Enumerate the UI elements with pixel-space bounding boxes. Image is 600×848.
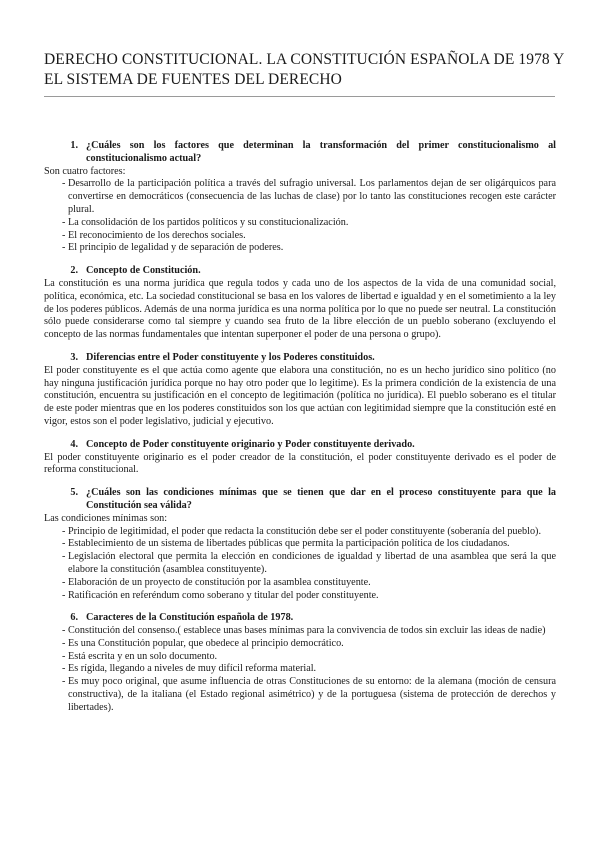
question-heading: [44, 612, 556, 625]
list-item: - El reconocimiento de los derechos sociales.: [62, 229, 246, 241]
list-item: - Principio de legitimidad, el poder que redacta la constitución debe ser el poder constituyente (soberanía del pueblo).: [62, 525, 541, 537]
list-item: - Desarrollo de la participación política a través del sufragio universal. Los parlamentos dejan de ser oligárquicos para convertirse en democráticos (consecuencia de las luchas de clase) por lo tanto las constituciones recogen este carácter plural.: [62, 178, 556, 215]
bullet-list: [44, 526, 556, 603]
section-4: [44, 439, 556, 477]
section-1: [44, 140, 556, 255]
list-item: - El principio de legalidad y de separación de poderes.: [62, 242, 284, 254]
question-text: ¿Cuáles son los factores que determinan la transformación del primer constitucionalismo al constitucionalismo actual?: [86, 140, 556, 164]
list-item: - Elaboración de un proyecto de constitución por la asamblea constituyente.: [62, 576, 371, 588]
document-body: [44, 140, 556, 725]
question-heading: [44, 487, 556, 513]
question-text: Concepto de Poder constituyente originario y Poder constituyente derivado.: [86, 438, 415, 450]
section-5: [44, 487, 556, 602]
question-heading: [44, 352, 556, 365]
bullet-list: [44, 625, 556, 715]
page-title: DERECHO CONSTITUCIONAL. LA CONSTITUCIÓN ESPAÑOLA DE 1978 Y EL SISTEMA DE FUENTES DEL DERECHO: [44, 51, 564, 88]
list-item: - Está escrita y en un solo documento.: [62, 650, 218, 662]
section-paragraph: La constitución es una norma jurídica que regula todos y cada uno de los aspectos de la vida de una comunidad social, política, económica, etc. La sociedad constitucional se basa en los valores de libertad e igualdad y en el sometimiento a la ley de los poderes públicos. Además de una norma jurídica es una norma política por lo que no puede ser neutral. La constitución sólo puede considerarse como tal siempre y cuando sea fruto de la libre elección de un pueblo soberano (excluyendo el concepto de las normas fundamentales que intentan superponer el poder de una persona o grupo).: [44, 277, 556, 341]
section-intro: Son cuatro factores:: [44, 165, 126, 177]
bullet-list: [44, 178, 556, 255]
list-item: - Constitución del consenso.( establece unas bases mínimas para la convivencia de todos sin excluir las ideas de nadie): [62, 625, 546, 637]
list-item: - Es muy poco original, que asume influencia de otras Constituciones de su entorno: de la alemana (moción de censura constructiva), de la italiana (el Estado regional asimétrico) y de la portuguesa (sistema de protección de derechos y libertades).: [62, 676, 556, 713]
question-number: 5.: [70, 487, 78, 499]
question-heading: [44, 265, 556, 278]
section-paragraph: El poder constituyente es el que actúa como agente que elabora una constitución, no es un hecho jurídico sino político (no hay ninguna justificación jurídica porque no hay otro poder que lo legitime). Es la primera condición de la existencia de una constitución, encuentra su justificación en el concepto de legitimación (política no jurídica). El pueblo soberano es el titular de este poder mientras que en los poderes constituidos son los que actúan con legitimidad siempre que la constitución esté en vigor, estos son el poder legislativo, judicial y ejecutivo.: [44, 364, 556, 427]
question-text: Caracteres de la Constitución española de 1978.: [86, 612, 294, 624]
section-3: [44, 352, 556, 429]
list-item: - Es una Constitución popular, que obedece al principio democrático.: [62, 637, 344, 649]
title-divider: [44, 96, 555, 97]
list-item: - Legislación electoral que permita la elección en condiciones de igualdad y libertad de una asamblea que será la que elabore la constitución (asamblea constituyente).: [62, 551, 556, 575]
question-number: 6.: [70, 612, 78, 624]
section-intro: Las condiciones mínimas son:: [44, 512, 168, 524]
list-item: - Es rígida, llegando a niveles de muy difícil reforma material.: [62, 663, 317, 675]
question-text: Diferencias entre el Poder constituyente y los Poderes constituidos.: [86, 351, 375, 363]
question-heading: [44, 439, 556, 452]
question-number: 2.: [70, 265, 78, 277]
list-item: - La consolidación de los partidos políticos y su constitucionalización.: [62, 216, 349, 228]
section-paragraph: El poder constituyente originario es el poder creador de la constitución, el poder constituyente derivado es el poder de reforma constitucional.: [44, 451, 556, 476]
section-6: [44, 612, 556, 714]
question-number: 4.: [70, 438, 78, 450]
question-number: 1.: [70, 140, 78, 151]
question-heading: [44, 140, 556, 166]
list-item: - Ratificación en referéndum como soberano y titular del poder constituyente.: [62, 589, 379, 601]
question-text: ¿Cuáles son las condiciones mínimas que se tienen que dar en el proceso constituyente para que la Constitución sea válida?: [86, 487, 556, 511]
list-item: - Establecimiento de un sistema de libertades públicas que permita la participación política de los ciudadanos.: [62, 538, 510, 550]
question-text: Concepto de Constitución.: [86, 265, 201, 277]
question-number: 3.: [70, 351, 78, 363]
section-2: [44, 265, 556, 342]
